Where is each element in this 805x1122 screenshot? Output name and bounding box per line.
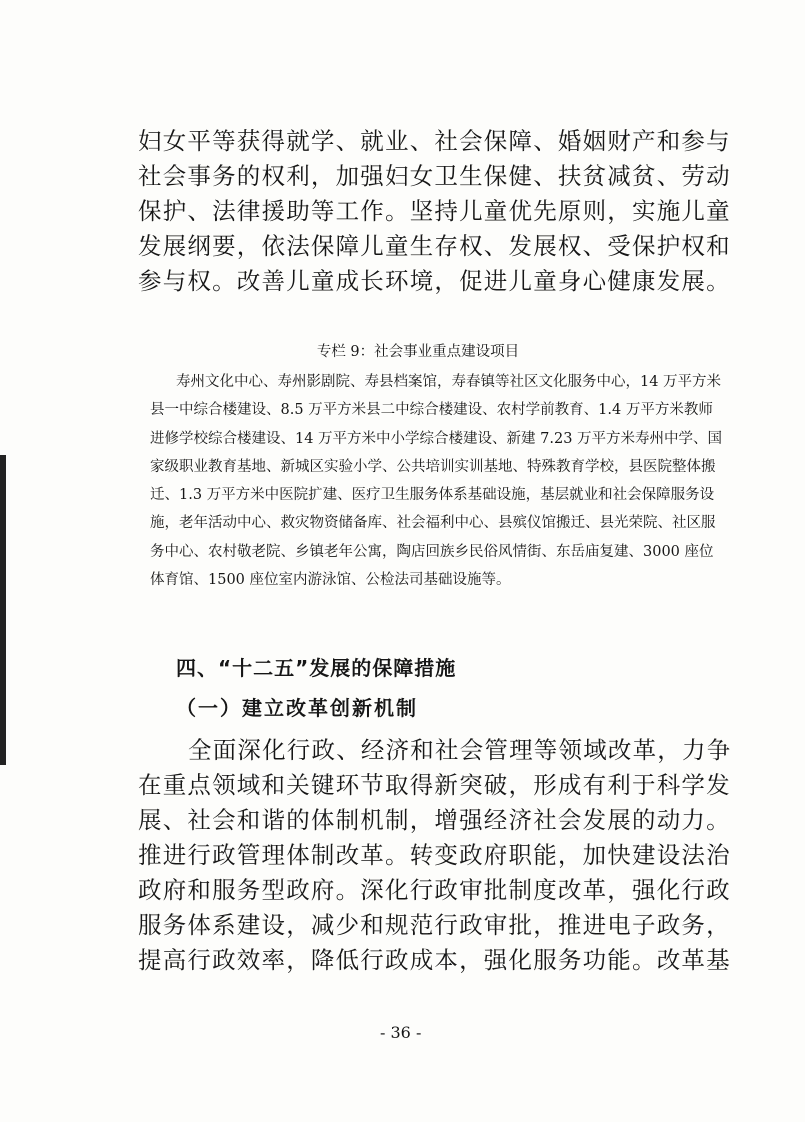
page-number: - 36 - <box>380 1023 422 1042</box>
paragraph-reform-mechanism: 全面深化行政、经济和社会管理等领域改革，力争在重点领域和关键环节取得新突破，形成有利于科学发展、社会和谐的体制机制，增强经济社会发展的动力。推进行政管理体制改革。转变政府职能，加快建设法治政府和服务型政府。深化行政审批制度改革，强化行政服务体系建设，减少和规范行政审批，推进电子政务，提高行政效率，降低行政成本，强化服务功能。改革基 <box>138 736 732 974</box>
box-title: 专栏 9：社会事业重点建设项目 <box>316 344 520 360</box>
section-heading: 四、“十二五”发展的保障措施 <box>176 656 457 680</box>
scan-shadow-edge <box>0 455 6 765</box>
subsection-heading: （一）建立改革创新机制 <box>176 696 418 720</box>
box-body-project-list: 寿州文化中心、寿州影剧院、寿县档案馆，寿春镇等社区文化服务中心，14 万平方米县一中综合楼建设、8.5 万平方米县二中综合楼建设、农村学前教育、1.4 万平方米教师进修学校综合楼建设、14 万平方米中小学综合楼建设、新建 7.23 万平方米寿州中学、国家级职业教育基地、新城区实验小学、公共培训实训基地、特殊教育学校，县医院整体搬迁、1.3 万平方米中医院扩建、医疗卫生服务体系基础设施，基层就业和社会保障服务设施，老年活动中心、救灾物资储备库、社会福利中心、县殡仪馆搬迁、县光荣院、社区服务中心、农村敬老院、乡镇老年公寓，陶店回族乡民俗风情街、东岳庙复建、3000 座位体育馆、1500 座位室内游泳馆、公检法司基础设施等。 <box>150 374 723 589</box>
paragraph-women-children-rights: 妇女平等获得就学、就业、社会保障、婚姻财产和参与社会事务的权利，加强妇女卫生保健、扶贫减贫、劳动保护、法律援助等工作。坚持儿童优先原则，实施儿童发展纲要，依法保障儿童生存权、发展权、受保护权和参与权。改善儿童成长环境，促进儿童身心健康发展。 <box>138 127 731 295</box>
